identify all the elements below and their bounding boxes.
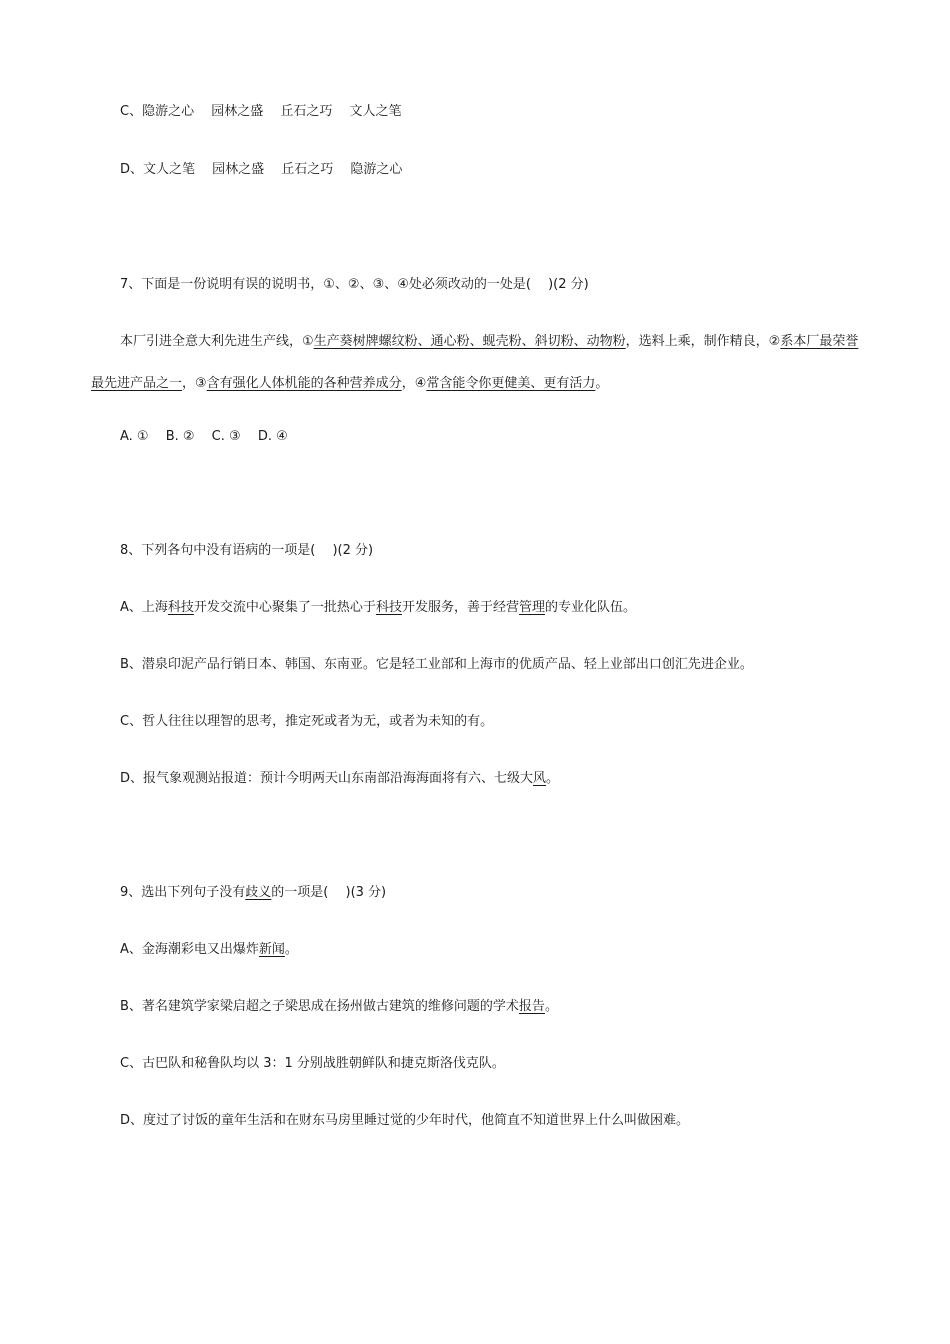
q7-passage	[91, 321, 861, 405]
q9-stem-text: 9、选出下列句子没有	[120, 885, 246, 900]
q8-a-text: 开发服务，善于经营	[401, 600, 519, 615]
q8-d-text: D、报气象观测站报道：预计今明两天山东南部沿海海面将有六、七级大	[120, 771, 534, 786]
q8-d-text: 。	[546, 771, 560, 786]
q8-d-underline: 风	[533, 771, 547, 786]
q9-stem-text: 的一项是( )(3 分)	[271, 885, 387, 900]
q9-b-text: 。	[544, 999, 558, 1014]
q9-a-text: A、金海潮彩电又出爆炸	[120, 942, 259, 957]
q7-underline-1: 生产葵树牌螺纹粉、通心粉、蚬壳粉、斜切粉、动物粉	[313, 334, 626, 349]
q7-options: A. ① B. ② C. ③ D. ④	[120, 429, 288, 444]
q8-a-underline-3: 管理	[518, 600, 545, 615]
q7-passage-text: 本厂引进全意大利先进生产线，①	[120, 334, 314, 349]
q9-a-text: 。	[284, 942, 298, 957]
q9-stem	[120, 883, 386, 903]
q9-b-text: B、著名建筑学家梁启超之子梁思成在扬州做古建筑的维修问题的学术	[120, 999, 519, 1014]
q7-passage-text: ，④	[401, 376, 427, 391]
q8-option-c: C、哲人往往以理智的思考，推定死或者为无，或者为未知的有。	[120, 714, 494, 729]
q7-passage-text: ，③	[182, 376, 207, 391]
q8-a-text: A、上海	[120, 600, 168, 615]
q8-a-text: 的专业化队伍。	[544, 600, 636, 615]
q8-a-underline-2: 科技	[375, 600, 402, 615]
q6-option-c: C、隐游之心 园林之盛 丘石之巧 文人之笔	[120, 104, 402, 119]
q7-underline-4: 常含能令你更健美、更有活力	[426, 376, 596, 391]
q8-option-b: B、潜泉印泥产品行销日本、韩国、东南亚。它是轻工业部和上海市的优质产品、轻上业部出口创汇先进企业。	[120, 657, 753, 672]
q7-passage-text: 。	[595, 376, 609, 391]
q6-option-d: D、文人之笔 园林之盛 丘石之巧 隐游之心	[120, 162, 403, 177]
q8-option-d	[120, 769, 559, 789]
q9-a-underline: 新闻	[258, 942, 285, 957]
q8-option-a	[120, 598, 636, 618]
q9-stem-underline: 歧义	[245, 885, 272, 900]
q9-option-d: D、度过了讨饭的童年生活和在财东马房里睡过觉的少年时代，他简直不知道世界上什么叫做困难。	[120, 1113, 690, 1128]
q7-underline-2: 系本厂最荣誉最先进产品之一	[91, 334, 859, 391]
q8-a-text: 开发交流中心聚集了一批热心于	[193, 600, 376, 615]
q7-underline-3: 含有强化人体机能的各种营养成分	[206, 376, 402, 391]
q9-option-c: C、古巴队和秘鲁队均以 3：1 分别战胜朝鲜队和捷克斯洛伐克队。	[120, 1056, 505, 1071]
q9-option-b	[120, 997, 558, 1017]
q7-stem: 7、下面是一份说明有误的说明书，①、②、③、④处必须改动的一处是( )(2 分)	[120, 277, 589, 292]
q8-a-underline-1: 科技	[167, 600, 194, 615]
q9-option-a	[120, 940, 298, 960]
q7-passage-text: ，选料上乘，制作精良，②	[625, 334, 781, 349]
q8-stem: 8、下列各句中没有语病的一项是( )(2 分)	[120, 543, 374, 558]
q9-b-underline: 报告	[518, 999, 545, 1014]
